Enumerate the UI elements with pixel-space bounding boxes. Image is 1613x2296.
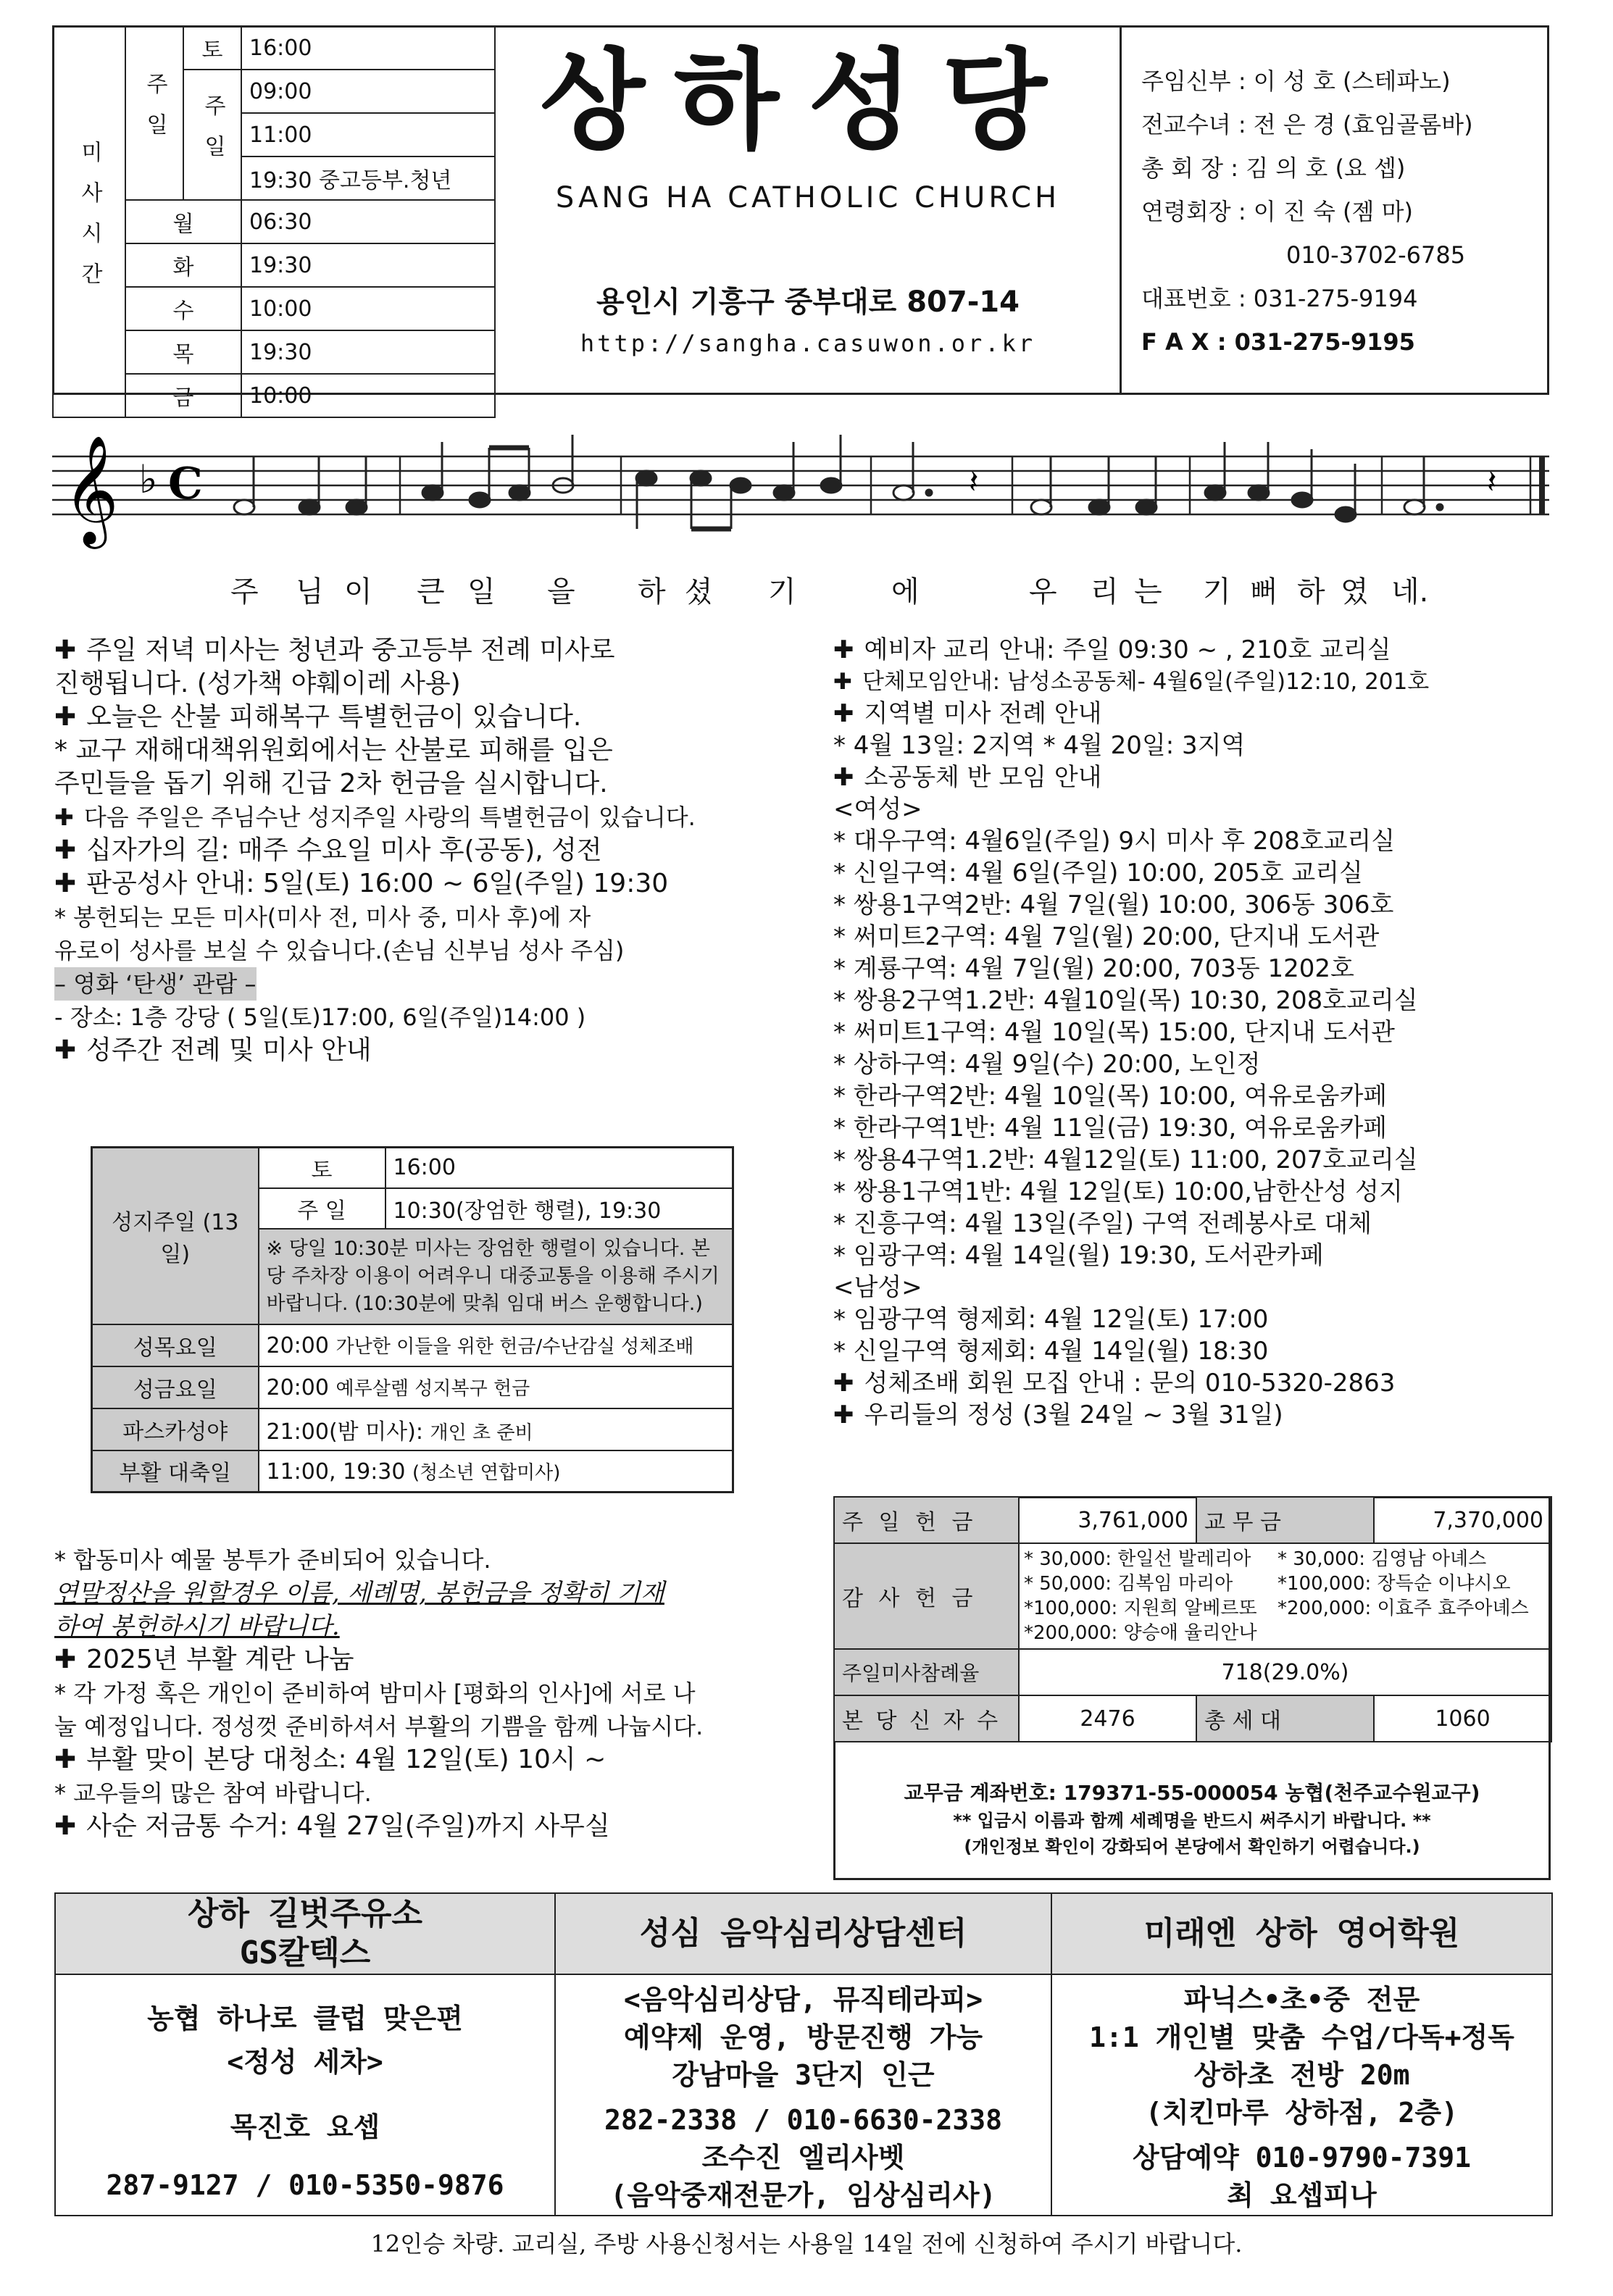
cross-icon: ✚: [54, 1745, 77, 1774]
lyric: 큰: [417, 575, 445, 609]
row-value: 16:00: [385, 1148, 733, 1188]
ad-line: 1:1 개인별 맞춤 수업/다독+정독: [1089, 2021, 1514, 2053]
lyric: 을: [547, 575, 575, 609]
lyric: 님: [296, 575, 324, 609]
notice: 십자가의 길: 매주 수요일 미사 후(공동), 성전: [86, 835, 602, 865]
account-info: [841, 1779, 1543, 1860]
notice: 지역별 미사 전례 안내: [864, 699, 1102, 728]
church-address: 용인시 기흥구 중부대로 807-14: [596, 285, 1020, 319]
offering-table: [833, 1496, 1552, 1742]
row-key: 성목요일: [92, 1324, 259, 1366]
ad-line: (치킨마루 상하점, 2층): [1146, 2097, 1458, 2129]
holy-week-table: [91, 1146, 734, 1493]
row-key: 성금요일: [92, 1366, 259, 1408]
list-item: * 써미트1구역: 4월 10일(목) 15:00, 단지내 도서관: [833, 1018, 1395, 1047]
dues-label: 교 무 금: [1196, 1497, 1374, 1543]
notice: 단체모임안내: 남성소공동체- 4월6일(주일)12:10, 201호: [862, 669, 1430, 695]
lyrics: [0, 569, 1613, 609]
header-divider: [1120, 25, 1122, 395]
notice: * 합동미사 예물 봉투가 준비되어 있습니다.: [54, 1546, 491, 1574]
lyric: 하: [1297, 575, 1325, 609]
list-item: * 쌍용1구역1반: 4월 12일(토) 10:00,남한산성 성지: [833, 1177, 1403, 1206]
ad-title: 성심 음악심리상담센터: [639, 1915, 967, 1952]
lyric: 리: [1091, 575, 1119, 609]
cross-icon: ✚: [54, 1811, 77, 1841]
weekday-time: 10:00: [241, 287, 495, 330]
attendance-value: 718(29.0%): [1019, 1649, 1551, 1695]
left-column: [54, 634, 793, 1067]
lyric: 하: [638, 575, 666, 609]
notice: * 각 가정 혹은 개인이 준비하여 밤미사 [평화의 인사]에 서로 나: [54, 1679, 696, 1707]
lyric: 에: [891, 575, 920, 609]
svg-text:𝄽: 𝄽: [969, 464, 979, 501]
cross-icon: ✚: [833, 1400, 854, 1429]
sun-time-3: 19:30 중고등부.청년: [241, 156, 495, 200]
row-desc: 개인 초 준비: [430, 1422, 533, 1444]
svg-text:C: C: [168, 459, 203, 509]
list-item: * 임광구역 형제회: 4월 12일(토) 17:00: [833, 1305, 1269, 1334]
ad-line: 282-2338 / 010-6630-2338: [604, 2104, 1003, 2136]
cross-icon: ✚: [54, 1645, 77, 1674]
list-item: * 임광구역: 4월 14일(월) 19:30, 도서관카페: [833, 1241, 1324, 1270]
ad-line: 상하초 전방 20m: [1193, 2059, 1410, 2091]
ad-line: (음악중재전문가, 임상심리사): [610, 2179, 996, 2211]
lyric: 셨: [685, 575, 713, 609]
sat-time: 16:00: [241, 26, 495, 70]
list-item: * 한라구역2반: 4월 10일(목) 10:00, 여유로움카페: [833, 1082, 1388, 1111]
notice: 사순 저금통 수거: 4월 27일(주일)까지 사무실: [86, 1811, 610, 1841]
ad-title: 상하 길벗주유소: [187, 1895, 423, 1932]
ad-line: 최 요셉피나: [1227, 2179, 1377, 2211]
sat-label: 토: [183, 26, 241, 70]
donor: * 30,000: 한일선 발레리아: [1024, 1548, 1251, 1570]
lyric: 는: [1134, 575, 1162, 609]
notice: 유로이 성사를 보실 수 있습니다.(손님 신부님 성사 주심): [54, 937, 625, 964]
notice: * 봉헌되는 모든 미사(미사 전, 미사 중, 미사 후)에 자: [54, 903, 591, 931]
notice: * 교구 재해대책위원회에서는 산불로 피해를 입은: [54, 735, 613, 765]
sun-time-1: 09:00: [241, 70, 495, 113]
palm-sunday-label: 성지주일 (13일): [92, 1148, 259, 1324]
lyric: 기: [768, 575, 796, 609]
lyric: 주: [230, 575, 259, 609]
staff-funeral: 연령회장 : 이 진 숙 (젬 마): [1141, 198, 1413, 225]
weekday-label: 월: [125, 200, 241, 243]
donor: * 50,000: 김복임 마리아: [1024, 1573, 1233, 1595]
mass-schedule: [52, 25, 496, 418]
list-item: * 신일구역: 4월 6일(주일) 10:00, 205호 교리실: [833, 859, 1363, 888]
ad-line: 강남마을 3단지 인근: [672, 2059, 935, 2091]
notice: 2025년 부활 계란 나눔: [86, 1645, 354, 1674]
ad-line: 예약제 운영, 방문진행 가능: [623, 2021, 983, 2053]
sunday-inner-label: 주일: [183, 70, 241, 200]
donor: * 30,000: 김영남 아녜스: [1278, 1548, 1487, 1570]
row-value: 10:30(장엄한 행렬), 19:30: [385, 1188, 733, 1229]
notice: 성체조배 회원 모집 안내 : 문의 010-5320-2863: [864, 1369, 1396, 1398]
notice: 주민들을 돕기 위해 긴급 2차 헌금을 실시합니다.: [54, 769, 608, 798]
list-item: * 써미트2구역: 4월 7일(월) 20:00, 단지내 도서관: [833, 922, 1380, 951]
church-title: 상하성당: [540, 38, 1076, 164]
lyric: 기: [1203, 575, 1231, 609]
notice: * 4월 13일: 2지역 * 4월 20일: 3지역: [833, 731, 1246, 760]
sunday-offering-label: 주 일 헌 금: [834, 1497, 1019, 1543]
weekday-time: 19:30: [241, 330, 495, 374]
notice: 부활 맞이 본당 대청소: 4월 12일(토) 10시 ~: [86, 1745, 607, 1774]
svg-text:𝄽: 𝄽: [1487, 464, 1497, 501]
lyric: 뻐: [1250, 575, 1278, 609]
row-time: 11:00, 19:30: [266, 1458, 406, 1485]
staff-funeral-phone: 010-3702-6785: [1286, 241, 1466, 269]
notice: 주일 저녁 미사는 청년과 중고등부 전례 미사로: [86, 635, 615, 665]
row-key: 파스카성야: [92, 1408, 259, 1450]
members-label: 본 당 신 자 수: [834, 1695, 1019, 1742]
notice: 판공성사 안내: 5일(토) 16:00 ~ 6일(주일) 19:30: [86, 869, 669, 898]
notice: 오늘은 산불 피해복구 특별헌금이 있습니다.: [86, 702, 582, 732]
ad-line: 상담예약 010-9790-7391: [1132, 2142, 1472, 2174]
ad-body: [55, 1974, 555, 2216]
list-item: * 계룡구역: 4월 7일(월) 20:00, 703동 1202호: [833, 954, 1354, 983]
list-item: * 신일구역 형제회: 4월 14일(월) 18:30: [833, 1337, 1269, 1366]
list-item: * 상하구역: 4월 9일(수) 20:00, 노인정: [833, 1050, 1261, 1079]
lyric: 우: [1029, 575, 1057, 609]
notice: * 교우들의 많은 참여 바랍니다.: [54, 1779, 372, 1807]
dues-value: 7,370,000: [1374, 1497, 1551, 1543]
ad-header: [555, 1893, 1051, 1974]
account-note: ** 입금시 이름과 함께 세례명을 반드시 써주시기 바랍니다. **: [953, 1811, 1431, 1831]
attendance-label: 주일미사참례율: [834, 1649, 1019, 1695]
staff-pastor: 주임신부 : 이 성 호 (스테파노): [1141, 67, 1451, 95]
row-key: 토: [259, 1148, 385, 1188]
ad-line: 287-9127 / 010-5350-9876: [106, 2169, 504, 2201]
palm-sunday-note: ※ 당일 10:30분 미사는 장엄한 행렬이 있습니다. 본당 주차장 이용이 어려우니 대중교통을 이용해 주시기 바랍니다. (10:30분에 맞춰 임대 버스 운행합니다.): [259, 1229, 733, 1324]
sunday-offering-value: 3,761,000: [1019, 1497, 1196, 1543]
sunday-label: 주일: [125, 26, 183, 200]
account-note: (개인정보 확인이 강화되어 본당에서 확인하기 어렵습니다.): [964, 1837, 1420, 1857]
households-label: 총 세 대: [1196, 1695, 1374, 1742]
weekday-label: 화: [125, 243, 241, 287]
cross-icon: ✚: [54, 702, 77, 732]
music-staff: [52, 420, 1549, 565]
weekday-label: 수: [125, 287, 241, 330]
ad-body: [555, 1974, 1051, 2216]
notice: 성주간 전례 및 미사 안내: [86, 1035, 372, 1065]
staff-main-phone: 대표번호 : 031-275-9194: [1141, 285, 1418, 312]
lyric: 였: [1341, 575, 1369, 609]
cross-icon: ✚: [54, 869, 77, 898]
ad-line: 농협 하나로 클럽 맞은편: [147, 2003, 463, 2034]
ad-line: <음악심리상담, 뮤직테라피>: [623, 1984, 983, 2016]
notice: 소공동체 반 모임 안내: [864, 763, 1102, 792]
list-item: * 쌍용1구역2반: 4월 7일(월) 10:00, 306동 306호: [833, 890, 1394, 919]
cross-icon: ✚: [833, 1369, 854, 1398]
handwritten-note: 하여 봉헌하시기 바랍니다.: [54, 1612, 340, 1641]
church-url[interactable]: http://sangha.casuwon.or.kr: [580, 330, 1036, 357]
row-key: 주 일: [259, 1188, 385, 1229]
account-number: 교무금 계좌번호: 179371-55-000054 농협(천주교수원교구): [904, 1781, 1480, 1805]
cross-icon: ✚: [54, 835, 77, 865]
notice: 눌 예정입니다. 정성껏 준비하셔서 부활의 기쁨을 함께 나눕시다.: [54, 1713, 704, 1740]
donor: *200,000: 이효주 효주아녜스: [1278, 1598, 1529, 1619]
list-item: * 진흥구역: 4월 13일(주일) 구역 전례봉사로 대체: [833, 1209, 1372, 1238]
staff-fax: F A X : 031-275-9195: [1141, 328, 1415, 356]
row-key: 부활 대축일: [92, 1450, 259, 1493]
row-time: 20:00: [266, 1333, 329, 1358]
group-women: <여성>: [833, 795, 922, 824]
treble-clef-icon: 𝄞: [63, 434, 119, 544]
staff-list: [1141, 59, 1547, 364]
ad-line: 파닉스•초•중 전문: [1183, 1984, 1420, 2016]
weekday-label: 금: [125, 374, 241, 417]
ad-header: [1051, 1893, 1552, 1974]
cross-icon: ✚: [833, 699, 854, 728]
row-time: 20:00: [266, 1375, 329, 1400]
thanks-offering-label: 감 사 헌 금: [834, 1543, 1019, 1649]
left-column-lower: [54, 1543, 801, 1843]
list-item: * 쌍용4구역1.2반: 4월12일(토) 11:00, 207호교리실: [833, 1145, 1418, 1174]
handwritten-note: 연말정산을 원할경우 이름, 세례명, 봉헌금을 정확히 기재: [54, 1579, 664, 1608]
ad-line: <정성 세차>: [227, 2046, 383, 2078]
donor: *100,000: 지원희 알베르또: [1024, 1598, 1257, 1619]
group-men: <남성>: [833, 1273, 922, 1302]
church-subtitle: SANG HA CATHOLIC CHURCH: [555, 181, 1061, 214]
right-column: [833, 634, 1551, 1431]
donor: *200,000: 양승애 율리안나: [1024, 1622, 1257, 1644]
ad-body: [1051, 1974, 1552, 2216]
ad-line: 조수진 엘리사벳: [701, 2142, 905, 2174]
svg-text:♭: ♭: [139, 456, 158, 502]
row-desc: 예루살렘 성지복구 헌금: [335, 1378, 530, 1400]
cross-icon: ✚: [54, 803, 74, 831]
cross-icon: ✚: [54, 635, 77, 665]
notice: 우리들의 정성 (3월 24일 ~ 3월 31일): [864, 1400, 1283, 1429]
list-item: * 한라구역1반: 4월 11일(금) 19:30, 여유로움카페: [833, 1114, 1388, 1143]
ad-title: 미래엔 상하 영어학원: [1143, 1915, 1460, 1952]
row-desc: (청소년 연합미사): [412, 1461, 561, 1484]
members-value: 2476: [1019, 1695, 1196, 1742]
sun-time-2: 11:00: [241, 113, 495, 156]
cross-icon: ✚: [833, 763, 854, 792]
list-item: * 대우구역: 4월6일(주일) 9시 미사 후 208호교리실: [833, 827, 1396, 856]
weekday-label: 목: [125, 330, 241, 374]
notice: - 장소: 1층 강당 ( 5일(토)17:00, 6일(주일)14:00 ): [54, 1003, 586, 1031]
cross-icon: ✚: [833, 669, 852, 695]
notice: 예비자 교리 안내: 주일 09:30 ~ , 210호 교리실: [864, 635, 1391, 664]
cross-icon: ✚: [54, 1035, 77, 1065]
row-time: 21:00(밤 미사):: [266, 1419, 423, 1445]
list-item: * 쌍용2구역1.2반: 4월10일(목) 10:30, 208호교리실: [833, 986, 1418, 1015]
footer-note: 12인승 차량. 교리실, 주방 사용신청서는 사용일 14일 전에 신청하여 주시기 바랍니다.: [370, 2230, 1243, 2258]
row-desc: 가난한 이들을 위한 헌금/수난감실 성체조배: [335, 1336, 694, 1358]
lyric: 일: [467, 575, 496, 609]
weekday-time: 10:00: [241, 374, 495, 417]
mass-time-label: 미사시간: [53, 26, 125, 417]
notice: 진행됩니다. (성가책 야훼이레 사용): [54, 669, 461, 698]
weekday-time: 06:30: [241, 200, 495, 243]
ads-table: [54, 1892, 1553, 2216]
staff-sister: 전교수녀 : 전 은 경 (효임골롬바): [1141, 111, 1473, 138]
cross-icon: ✚: [833, 635, 854, 664]
weekday-time: 19:30: [241, 243, 495, 287]
notice: 다음 주일은 주님수난 성지주일 사랑의 특별헌금이 있습니다.: [83, 803, 696, 831]
ad-header: [55, 1893, 555, 1974]
notice: – 영화 ‘탄생’ 관람 –: [54, 967, 257, 1001]
lyric: 이: [344, 575, 372, 609]
donor: *100,000: 장득순 이냐시오: [1278, 1573, 1511, 1595]
staff-president: 총 회 장 : 김 의 호 (요 셉): [1141, 154, 1406, 182]
ad-title: GS칼텍스: [239, 1934, 371, 1971]
ad-line: 목진호 요셉: [230, 2111, 380, 2143]
households-value: 1060: [1374, 1695, 1551, 1742]
lyric: 네.: [1391, 575, 1429, 609]
